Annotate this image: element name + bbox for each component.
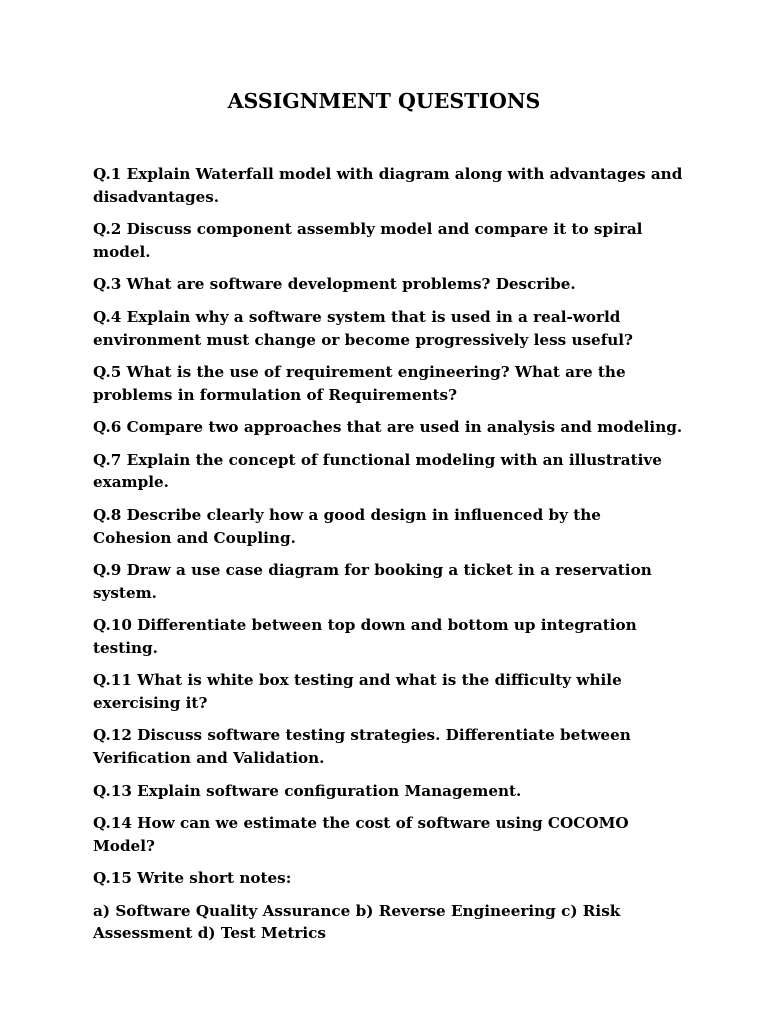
question-item: Q.4 Explain why a software system that is used in a real-world environment must change or become progressively less useful? — [93, 307, 633, 349]
question-list — [93, 163, 683, 955]
question-item: Q.15 Write short notes: — [93, 869, 292, 888]
question-item: Q.1 Explain Waterfall model with diagram along with advantages and disadvantages. — [93, 165, 683, 206]
question-item: Q.2 Discuss component assembly model and compare it to spiral model. — [93, 220, 643, 261]
question-item: Q.5 What is the use of requirement engineering? What are the problems in formulation of Requirements? — [93, 362, 626, 404]
page-title: ASSIGNMENT QUESTIONS — [227, 89, 541, 113]
question-item: Q.12 Discuss software testing strategies. Differentiate between Verification and Validation. — [93, 726, 631, 768]
question-item: Q.9 Draw a use case diagram for booking a ticket in a reservation system. — [93, 560, 652, 602]
question-item: Q.13 Explain software configuration Management. — [93, 781, 522, 800]
question-item: Q.14 How can we estimate the cost of software using COCOMO Model? — [93, 814, 629, 855]
question-item: Q.7 Explain the concept of functional modeling with an illustrative example. — [93, 450, 662, 492]
question-item: Q.6 Compare two approaches that are used in analysis and modeling. — [93, 418, 683, 437]
question-item: Q.11 What is white box testing and what is the difficulty while exercising it? — [93, 671, 622, 713]
question-item: Q.10 Differentiate between top down and bottom up integration testing. — [93, 616, 637, 657]
question-item-notes: a) Software Quality Assurance b) Reverse Engineering c) Risk Assessment d) Test Metrics — [93, 901, 621, 943]
question-item: Q.8 Describe clearly how a good design in influenced by the Cohesion and Coupling. — [93, 505, 601, 547]
question-item: Q.3 What are software development problems? Describe. — [93, 275, 576, 294]
